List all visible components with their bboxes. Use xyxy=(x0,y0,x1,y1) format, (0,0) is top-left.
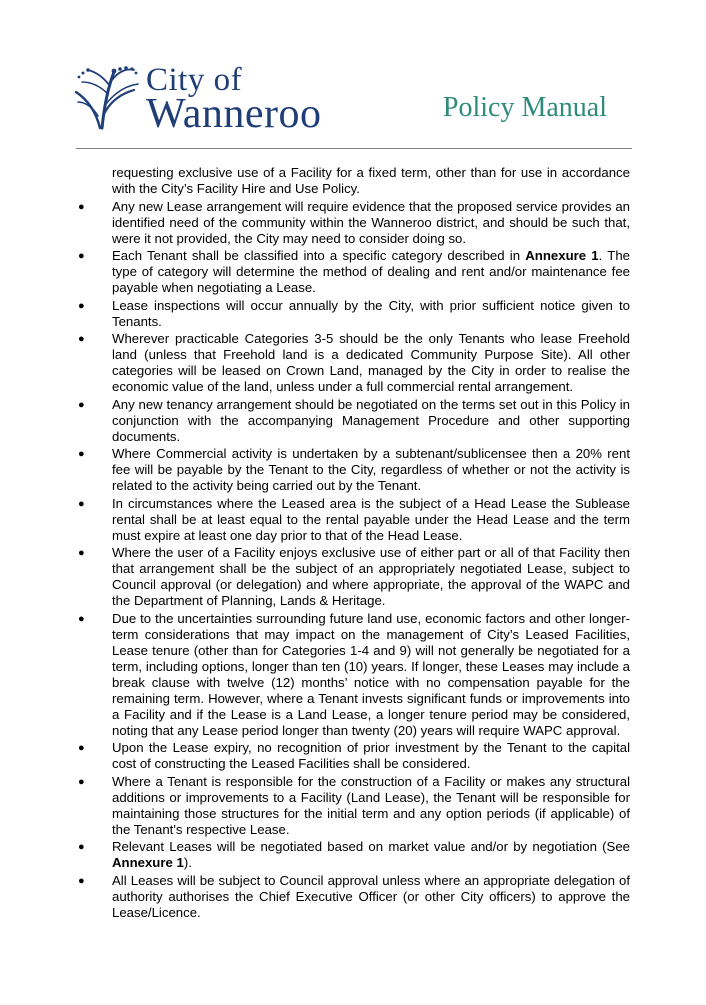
bullet-icon: ● xyxy=(78,775,85,788)
bullet-icon: ● xyxy=(78,250,85,262)
header-divider xyxy=(76,148,632,149)
bullet-text: Lease inspections will occur annually by the City, with prior sufficient notice given to Tenants. xyxy=(112,297,630,329)
logo-text-city-of: City of xyxy=(146,62,243,98)
bullet-icon: ● xyxy=(78,497,85,510)
bullet-item xyxy=(76,545,630,609)
policy-content xyxy=(76,165,630,922)
bullet-text: In circumstances where the Leased area is the subject of a Head Lease the Sublease rental shall be at least equal to the rental payable under the Head Lease and the term must expire at least one day prior to that of the Head Lease. xyxy=(112,495,630,543)
bullet-text-post: . The type of category will determine the method of dealing and rent and/or maintenance fee payable when negotiating a Lease. xyxy=(112,248,630,295)
bullet-text: Upon the Lease expiry, no recognition of prior investment by the Tenant to the capital cost of constructing the Leased Facilities shall be considered. xyxy=(112,740,630,771)
wanneroo-logo-icon xyxy=(74,64,140,130)
bullet-icon: ● xyxy=(78,398,85,411)
bullet-text xyxy=(112,839,630,870)
bullet-item xyxy=(76,774,630,838)
page-title: Policy Manual xyxy=(442,92,607,123)
bullet-item xyxy=(76,199,630,247)
bullet-item xyxy=(76,331,630,395)
bullet-item xyxy=(76,611,630,739)
annexure-reference: Annexure 1 xyxy=(112,855,184,870)
bullet-text: Where Commercial activity is undertaken by a subtenant/sublicensee then a 20% rent fee will be payable by the Tenant to the City, regardless of whether or not the activity is related to the activity being carried out by the Tenant. xyxy=(112,446,630,493)
annexure-reference: Annexure 1 xyxy=(525,248,599,263)
bullet-text-pre: Relevant Leases will be negotiated based on market value and/or by negotiation (See xyxy=(112,839,630,854)
bullet-text: Due to the uncertainties surrounding future land use, economic factors and other longer-term considerations that may impact on the management of City’s Leased Facilities, Lease tenure (other than for Categories 1-4 and 9) will not generally be negotiated for a term, including options, longer than ten (10) years. If longer, these Leases may include a break clause with twelve (12) months’ notice with no compensation payable for the remaining term. However, where a Tenant invests significant funds or improvements into a Facility and if the Lease is a Land Lease, a longer tenure period may be considered, noting that any Lease period longer than twenty (20) years will require WAPC approval. xyxy=(112,610,630,738)
bullet-item xyxy=(76,873,630,921)
bullet-icon: ● xyxy=(78,299,85,312)
bullet-item xyxy=(76,248,630,296)
bullet-text: All Leases will be subject to Council approval unless where an appropriate delegation of authority authorises the Chief Executive Officer (or other City officers) to approve the Lease/Licence. xyxy=(112,872,630,920)
page-header xyxy=(0,0,706,150)
bullet-icon: ● xyxy=(78,333,85,345)
bullet-text-pre: Each Tenant shall be classified into a specific category described in xyxy=(112,248,526,263)
bullet-text: Any new Lease arrangement will require evidence that the proposed service provides an identified need of the community within the Wanneroo district, and should be such that, were it not provided, the City may need to consider doing so. xyxy=(112,198,630,246)
bullet-item xyxy=(76,839,630,871)
logo-text-wanneroo: Wanneroo xyxy=(146,91,322,137)
bullet-icon: ● xyxy=(78,200,85,213)
bullet-text: Where a Tenant is responsible for the construction of a Facility or makes any structural additions or improvements to a Facility (Land Lease), the Tenant will be responsible for maintaining those structures for the initial term and any option periods (if applicable) of the Tenant's respective Lease. xyxy=(112,773,630,837)
bullet-item xyxy=(76,397,630,445)
bullet-icon: ● xyxy=(78,612,85,625)
bullet-text: Where the user of a Facility enjoys exclusive use of either part or all of that Facility then that arrangement shall be the subject of an appropriately negotiated Lease, subject to Council approval (or delegation) and where appropriate, the approval of the WAPC and the Department of Planning, Lands & Heritage. xyxy=(112,545,630,608)
bullet-text xyxy=(112,248,630,295)
bullet-icon: ● xyxy=(78,448,85,460)
bullet-icon: ● xyxy=(78,547,85,559)
bullet-text-post: ). xyxy=(183,855,192,870)
bullet-text: Any new tenancy arrangement should be negotiated on the terms set out in this Policy in conjunction with the accompanying Management Procedure and other supporting documents. xyxy=(112,396,630,444)
bullet-item xyxy=(76,298,630,330)
bullet-icon: ● xyxy=(78,874,85,887)
bullet-item xyxy=(76,446,630,494)
bullet-icon: ● xyxy=(78,841,85,853)
bullet-text: Wherever practicable Categories 3-5 should be the only Tenants who lease Freehold land (unless that Freehold land is a dedicated Community Purpose Site). All other categories will be leased on Crown Land, managed by the City in order to realise the economic value of the land, unless under a full commercial rental arrangement. xyxy=(112,331,630,394)
bullet-icon: ● xyxy=(78,742,85,754)
bullet-list xyxy=(76,199,630,921)
bullet-item xyxy=(76,740,630,772)
bullet-item xyxy=(76,496,630,544)
continued-paragraph: requesting exclusive use of a Facility for a fixed term, other than for use in accordance with the City’s Facility Hire and Use Policy. xyxy=(112,165,630,196)
